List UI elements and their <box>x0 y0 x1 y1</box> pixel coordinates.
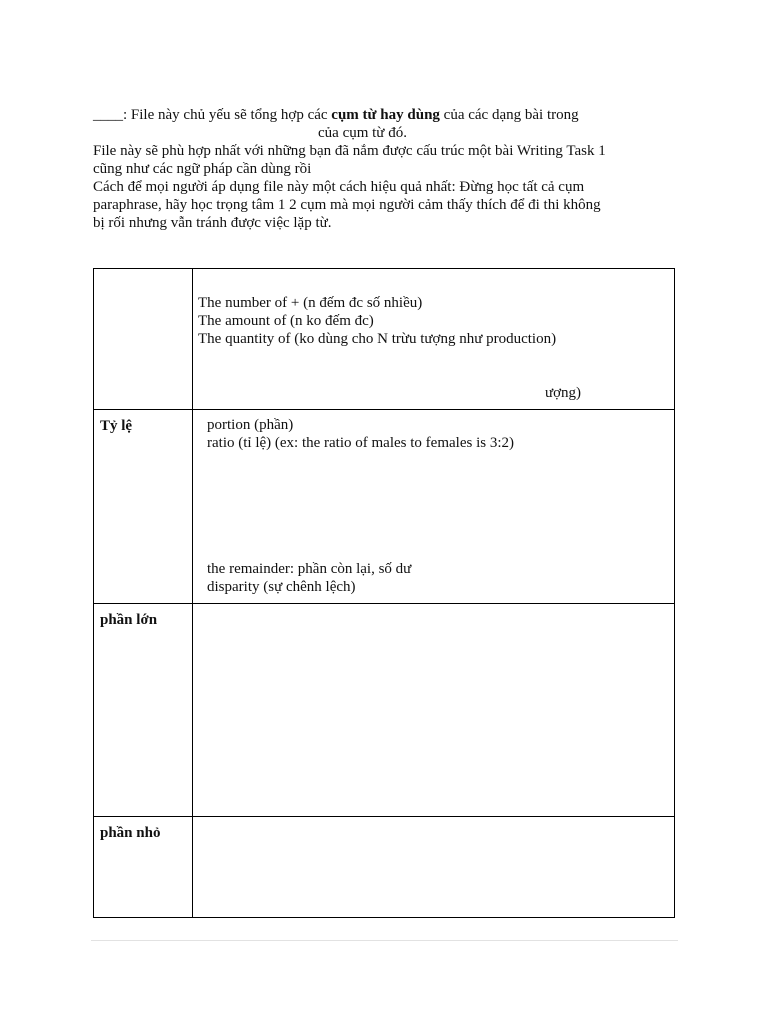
blank-underline: ____ <box>93 107 123 123</box>
category-cell <box>94 410 193 604</box>
category-label: Tỷ lệ <box>100 418 133 434</box>
category-cell <box>94 604 193 817</box>
table-row <box>94 817 675 918</box>
intro-line-4: cũng như các ngữ pháp cần dùng rồi <box>93 161 312 177</box>
vocabulary-table <box>93 268 675 918</box>
intro-line-3: File này sẽ phù hợp nhất với những bạn đã nắm được cấu trúc một bài Writing Task 1 <box>93 143 606 159</box>
phrase-line: disparity (sự chênh lệch) <box>207 579 356 595</box>
phrase-line: portion (phần) <box>207 417 294 433</box>
table-row <box>94 410 675 604</box>
category-label: phần lớn <box>100 612 158 628</box>
intro-line-6: paraphrase, hãy học trọng tâm 1 2 cụm mà mọi người cảm thấy thích để đi thi không <box>93 197 601 213</box>
content-cell <box>193 410 675 604</box>
intro-line-5: Cách để mọi người áp dụng file này một cách hiệu quả nhất: Đừng học tất cả cụm <box>93 179 585 195</box>
category-cell <box>94 269 193 410</box>
intro-line-7: bị rối nhưng vẫn tránh được việc lặp từ. <box>93 215 332 231</box>
table-row <box>94 604 675 817</box>
table-row <box>94 269 675 410</box>
intro-line-1: ____: File này chủ yếu sẽ tổng hợp các cụm từ hay dùng của các dạng bài trong <box>93 107 579 123</box>
phrase-fragment: ượng) <box>545 385 582 401</box>
category-cell <box>94 817 193 918</box>
phrase-line: The number of + (n đếm đc số nhiều) <box>198 295 423 311</box>
category-label: phần nhỏ <box>100 825 161 841</box>
intro-line-2: của cụm từ đó. <box>318 125 407 141</box>
content-cell <box>193 604 675 817</box>
phrase-line: ratio (tỉ lệ) (ex: the ratio of males to females is 3:2) <box>207 435 514 451</box>
phrase-line: The quantity of (ko dùng cho N trừu tượng như production) <box>198 331 557 347</box>
intro-text <box>93 106 683 232</box>
category-label <box>94 269 192 277</box>
page-divider <box>91 940 678 941</box>
content-cell <box>193 817 675 918</box>
phrase-line: The amount of (n ko đếm đc) <box>198 313 374 329</box>
bold-phrase: cụm từ hay dùng <box>331 107 440 123</box>
phrase-line: the remainder: phần còn lại, số dư <box>207 561 412 577</box>
content-cell <box>193 269 675 410</box>
